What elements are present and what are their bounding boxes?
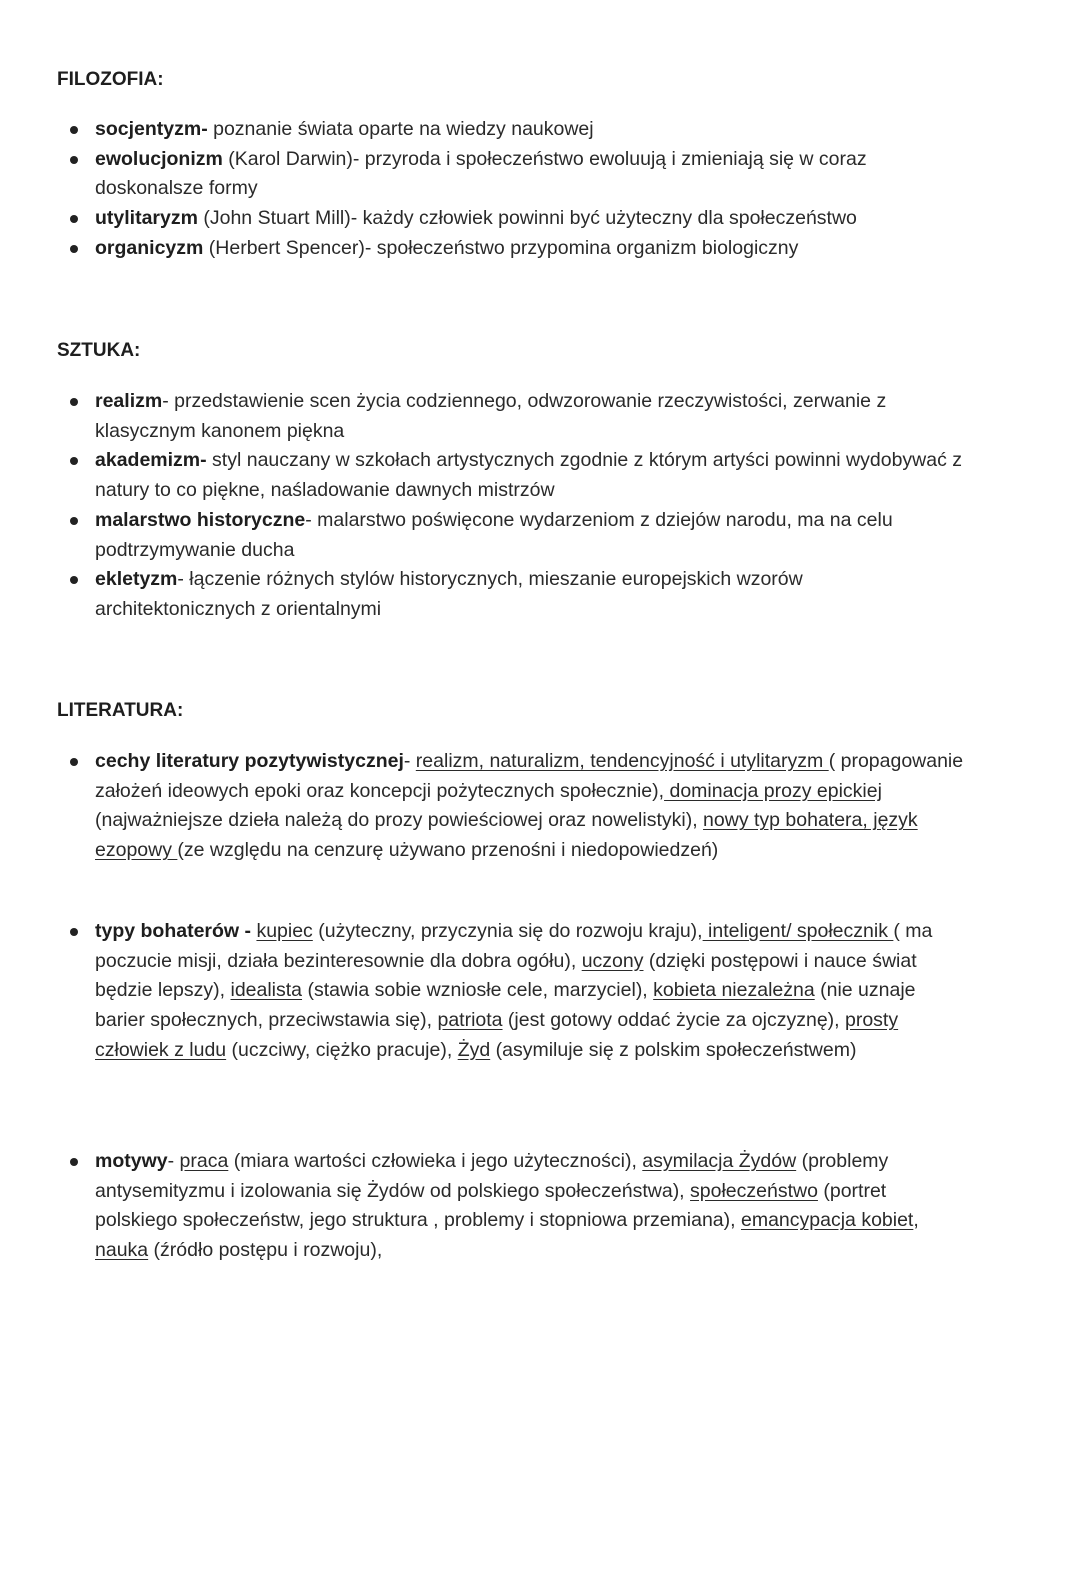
definition: - malarstwo poświęcone wydarzeniom z dziejów narodu, ma na celu podtrzymywanie ducha — [95, 508, 893, 561]
heading-filozofia: FILOZOFIA: — [57, 69, 164, 90]
list-item-organicyzm — [95, 234, 965, 264]
bullet-icon — [70, 126, 78, 134]
keyword: kobieta niezależna — [653, 979, 815, 1002]
heading-sztuka: SZTUKA: — [57, 340, 141, 361]
bullet-icon — [70, 517, 78, 525]
term: ewolucjonizm — [95, 147, 223, 170]
keyword: praca — [179, 1150, 229, 1172]
definition: (problemy antysemityzmu i izolowania się Żydów od polskiego społeczeństwa), — [95, 1150, 889, 1202]
definition: (asymiluje się z polskim społeczeństwem) — [490, 1038, 857, 1061]
list-item-akademizm — [95, 446, 965, 505]
definition: - przedstawienie scen życia codziennego, odwzorowanie rzeczywistości, zerwanie z klasycznym kanonem piękna — [95, 390, 887, 442]
bullet-icon — [70, 215, 78, 223]
definition: (najważniejsze dzieła należą do prozy powieściowej oraz nowelistyki), — [95, 809, 704, 832]
term: motywy — [95, 1150, 168, 1172]
bullet-icon — [70, 156, 78, 164]
list-item-utylitaryzm — [95, 204, 965, 234]
definition: (dzięki postępowi i nauce świat będzie lepszy), — [95, 949, 917, 1002]
definition: (jest gotowy oddać życie za ojczyznę), — [502, 1009, 845, 1032]
definition: (Herbert Spencer)- społeczeństwo przypomina organizm biologiczny — [203, 236, 799, 259]
separator: - — [167, 1150, 180, 1172]
list-literatura-typy — [95, 917, 965, 1066]
definition: styl nauczany w szkołach artystycznych zgodnie z którym artyści powinni wydobywać z natury to co piękne, naśladowanie dawnych mistrzów — [95, 449, 963, 502]
bullet-icon — [70, 457, 78, 465]
term: cechy literatury pozytywistycznej — [95, 750, 404, 772]
definition: , — [913, 1209, 919, 1232]
definition: (ze względu na cenzurę używano przenośni i niedopowiedzeń) — [177, 839, 719, 862]
keyword: emancypacja kobiet — [741, 1209, 914, 1232]
keyword: Żyd — [457, 1038, 491, 1061]
keyword: prosty człowiek z ludu — [95, 1009, 899, 1061]
term: ekletyzm — [95, 568, 178, 591]
term: utylitaryzm — [95, 207, 198, 230]
definition: (uczciwy, ciężko pracuje), — [226, 1038, 458, 1061]
keyword: nowy typ bohatera, język ezopowy — [95, 809, 918, 862]
list-literatura-motywy — [95, 1147, 965, 1266]
list-item-cechy — [95, 747, 965, 866]
definition: (użyteczny, przyczynia się do rozwoju kraju), — [312, 920, 703, 942]
list-filozofia — [95, 115, 965, 264]
bullet-icon — [70, 576, 78, 584]
keyword: idealista — [230, 979, 303, 1002]
definition: (Karol Darwin)- przyroda i społeczeństwo ewoluują i zmieniają się w coraz doskonalsze formy — [95, 147, 867, 200]
term: realizm — [95, 390, 163, 412]
term: socjentyzm- — [95, 118, 208, 140]
list-item-malarstwo-historyczne — [95, 506, 965, 565]
separator: - — [403, 750, 416, 772]
list-item-typy-bohaterow — [95, 917, 965, 1066]
definition: (miara wartości człowieka i jego użyteczności), — [228, 1150, 643, 1172]
keyword: nauka — [95, 1239, 149, 1262]
keyword: patriota — [437, 1009, 503, 1032]
definition: poznanie świata oparte na wiedzy naukowej — [207, 118, 594, 140]
keyword: społeczeństwo — [690, 1179, 818, 1202]
list-item-socjentyzm — [95, 115, 965, 145]
heading-literatura: LITERATURA: — [57, 700, 184, 721]
keyword: kupiec — [256, 920, 313, 942]
definition: - łączenie różnych stylów historycznych, mieszanie europejskich wzorów architektonicznych z orientalnymi — [95, 568, 803, 620]
list-literatura-cechy — [95, 747, 965, 866]
definition: (stawia sobie wzniosłe cele, marzyciel), — [302, 979, 654, 1002]
bullet-icon — [70, 398, 78, 406]
keyword: realizm, naturalizm, tendencyjność i utylitaryzm — [415, 750, 829, 772]
keyword: inteligent/ społecznik — [702, 920, 894, 942]
definition: ( propagowanie założeń ideowych epoki oraz koncepcji pożytecznych społecznie), — [95, 750, 964, 802]
bullet-icon — [70, 928, 78, 936]
list-item-motywy — [95, 1147, 965, 1266]
definition: (źródło postępu i rozwoju), — [148, 1239, 383, 1262]
term: typy bohaterów - — [95, 920, 257, 942]
list-item-realizm — [95, 387, 965, 446]
term: akademizm- — [95, 449, 207, 472]
list-item-ekletyzm — [95, 565, 965, 624]
bullet-icon — [70, 245, 78, 253]
definition: (nie uznaje barier społecznych, przeciwstawia się), — [95, 979, 916, 1032]
list-item-ewolucjonizm — [95, 145, 965, 204]
keyword: dominacja prozy epickiej — [664, 779, 882, 802]
keyword: uczony — [581, 949, 644, 972]
bullet-icon — [70, 758, 78, 766]
keyword: asymilacja Żydów — [642, 1150, 797, 1172]
definition: ( ma poczucie misji, działa bezinteresownie dla dobra ogółu), — [95, 920, 933, 972]
definition: (portret polskiego społeczeństw, jego struktura , problemy i stopniowa przemiana), — [95, 1179, 887, 1232]
bullet-icon — [70, 1158, 78, 1166]
list-sztuka — [95, 387, 965, 625]
term: malarstwo historyczne — [95, 508, 306, 531]
term: organicyzm — [95, 236, 204, 259]
definition: (John Stuart Mill)- każdy człowiek powinni być użyteczny dla społeczeństwo — [197, 207, 857, 230]
